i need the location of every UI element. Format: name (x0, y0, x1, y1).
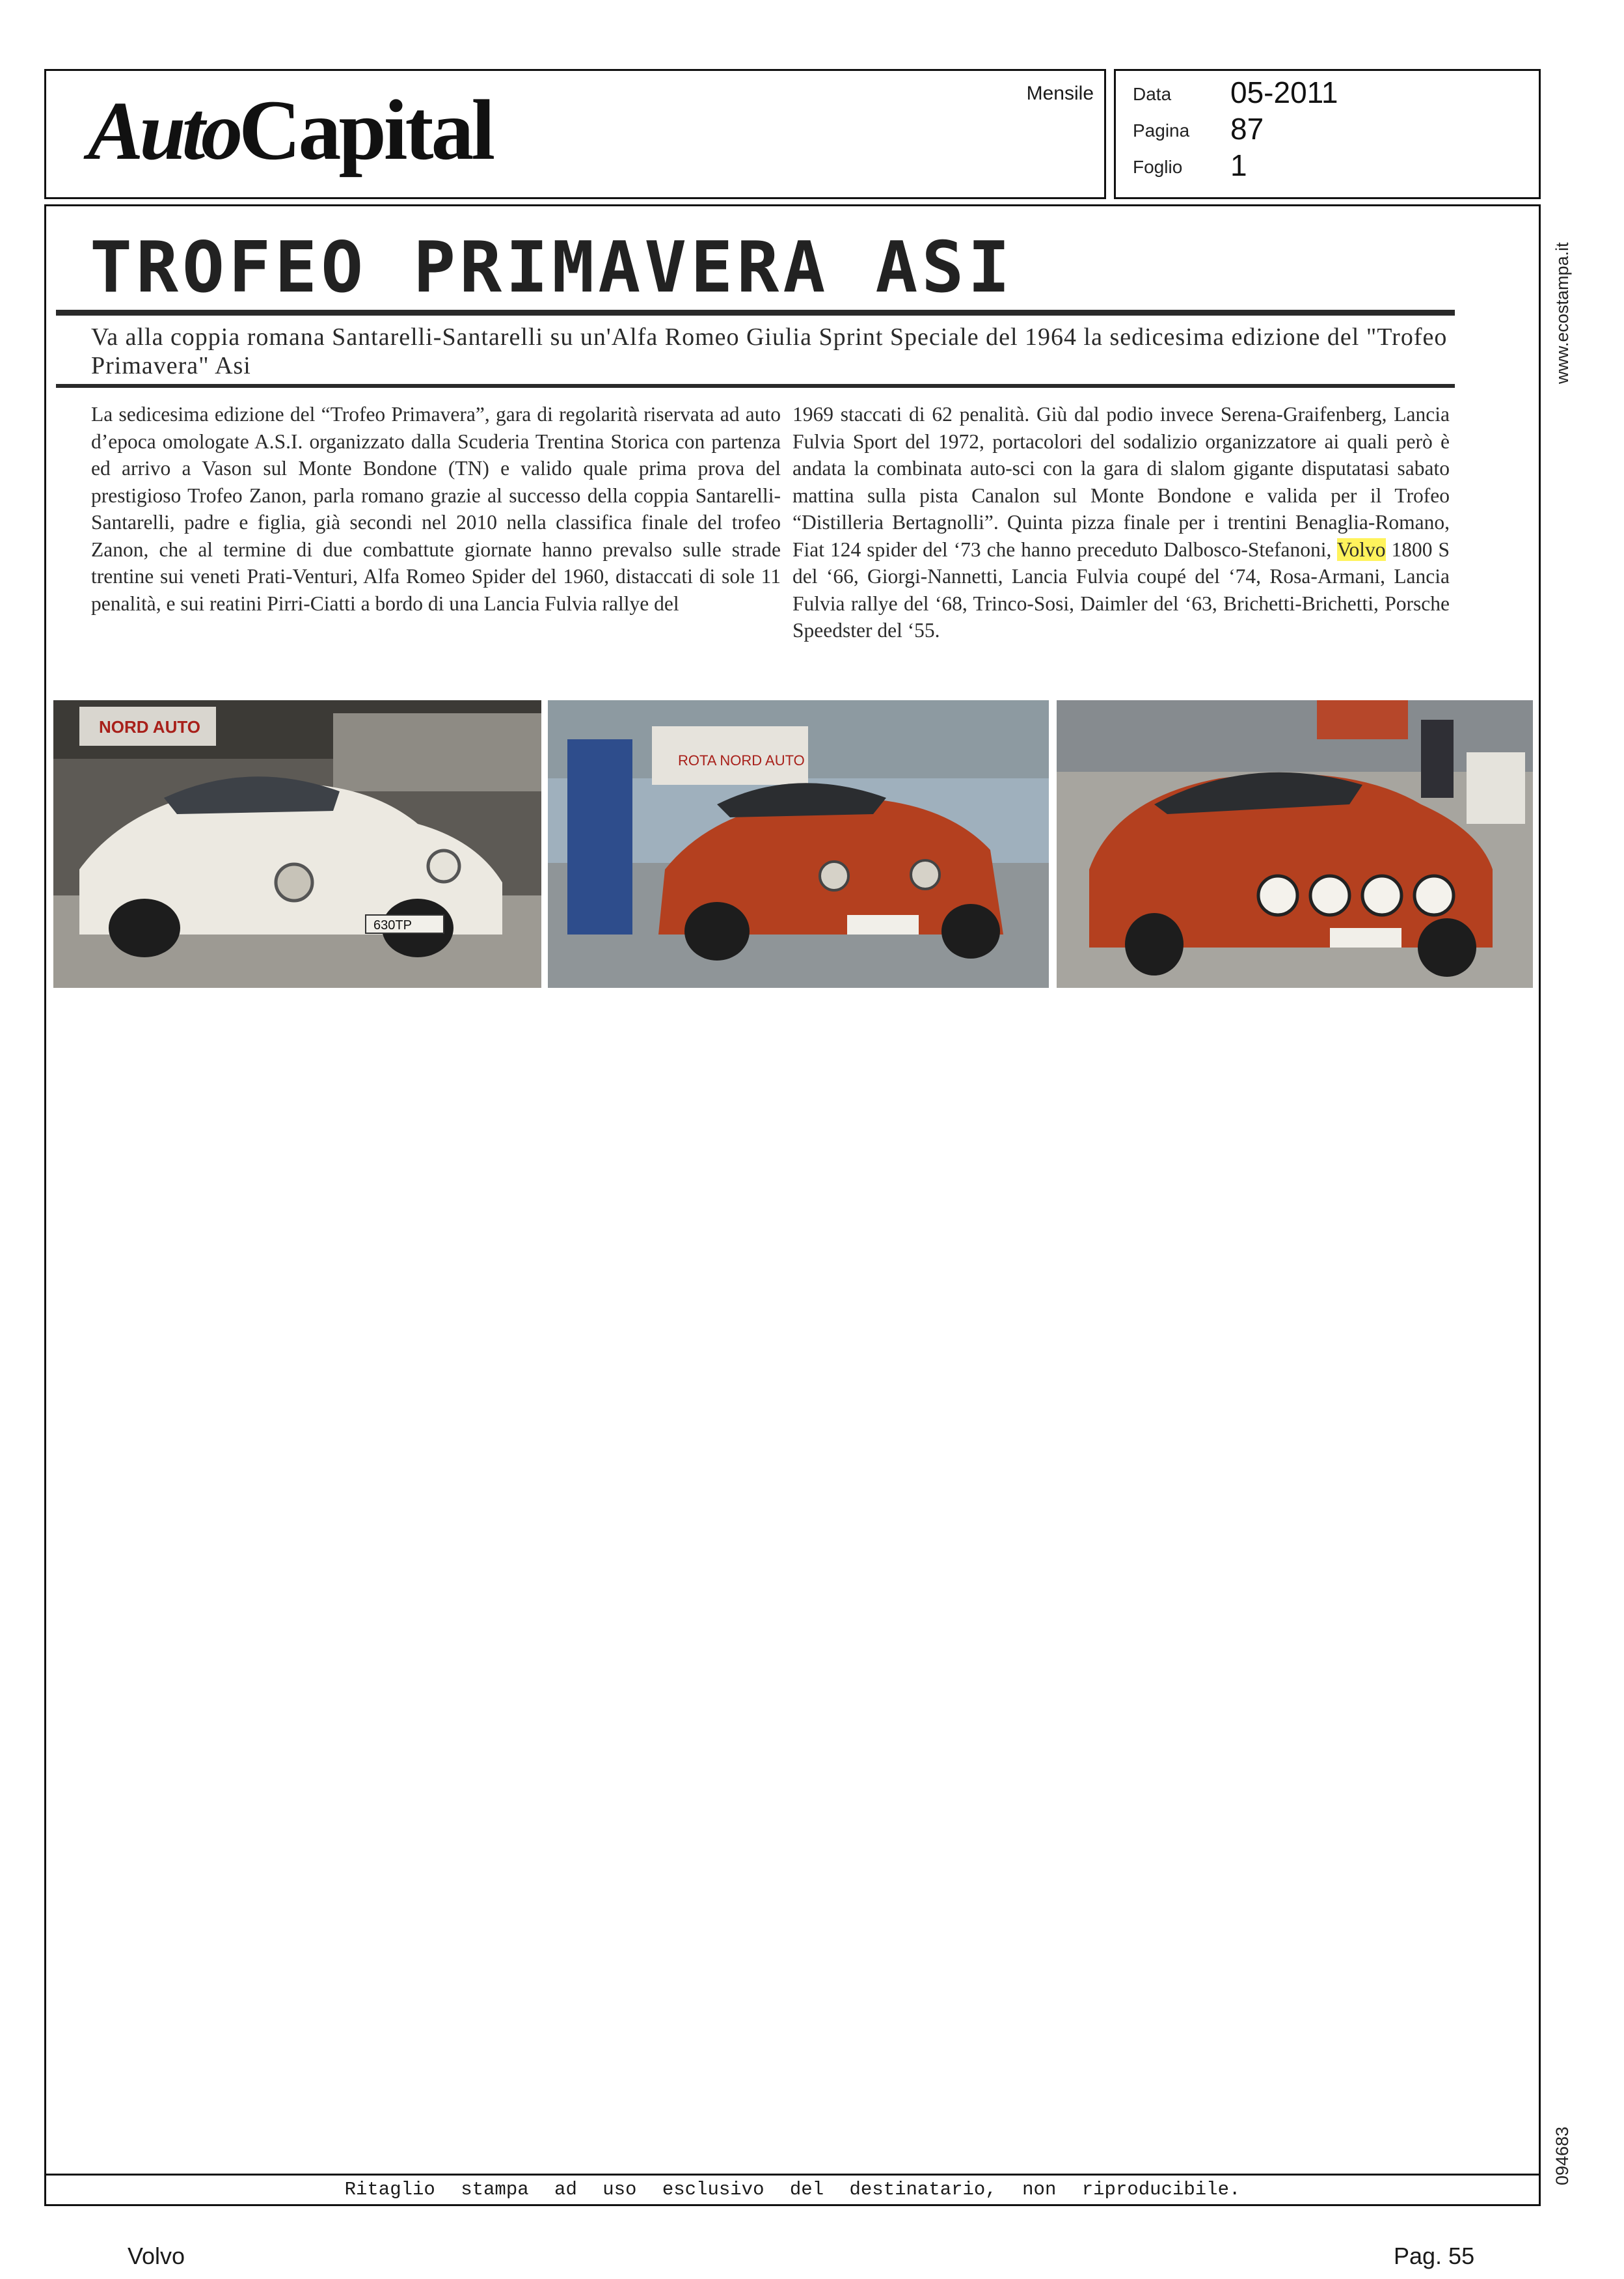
article-headline: TROFEO PRIMAVERA ASI (90, 227, 1014, 308)
column-2-text (792, 401, 1450, 644)
logo-auto: Auto (88, 85, 239, 177)
photo-1-sign-text: NORD AUTO (99, 717, 200, 737)
column-2-text-before: 1969 staccati di 62 penalità. Giù dal podio invece Serena-Graifenberg, Lancia Fulvia Sport del 1972, portacolori del sodalizio organizzatore ai quali però è andata la combinata auto-sci con la gara di slalom gigante disputatasi sabato mattina sulla pista Canalon sul Monte Bondone e valida per il Trofeo “Distilleria Bertagnolli”. Quinta pizza finale per i trentini Benaglia-Romano, Fiat 124 spider del ‘73 che hanno preceduto Dalbosco-Stefanoni, (792, 403, 1450, 561)
photo-alfa-romeo-spider (548, 700, 1049, 988)
publication-logo (88, 80, 493, 180)
article-column-1 (91, 401, 781, 617)
highlighted-keyword: Volvo (1336, 538, 1386, 561)
footer-keyword: Volvo (128, 2243, 185, 2269)
photo-3-image (1057, 700, 1533, 988)
photo-1-plate-text: 630TP (373, 918, 412, 933)
sheet-value: 1 (1230, 148, 1247, 182)
publication-frequency: Mensile (1026, 83, 1094, 104)
issue-meta-box (1114, 69, 1541, 199)
subtitle-rule (56, 384, 1455, 388)
photo-2-sign-text: ROTA NORD AUTO (678, 752, 805, 769)
side-watermark-url: www.ecostampa.it (1552, 242, 1572, 384)
article-subtitle: Va alla coppia romana Santarelli-Santarelli su un'Alfa Romeo Giulia Sprint Speciale del 1964 la sedicesima edizione del "Trofeo Primavera" Asi (91, 323, 1448, 379)
photo-alfa-romeo-giulia-ss (53, 700, 541, 988)
headline-rule (56, 310, 1455, 316)
page-value: 87 (1230, 112, 1264, 146)
sheet-label: Foglio (1133, 157, 1183, 177)
photo-1-image (53, 700, 541, 988)
clipping-notice: Ritaglio stampa ad uso esclusivo del destinatario, non riproducibile. (344, 2179, 1241, 2200)
date-value: 05-2011 (1230, 75, 1338, 109)
masthead-box (44, 69, 1106, 199)
photo-2-image (548, 700, 1049, 988)
article-column-2 (792, 401, 1450, 644)
footer-page-number: Pag. 55 (1394, 2243, 1475, 2269)
logo-capital: Capital (239, 82, 493, 178)
page-label: Pagina (1133, 120, 1190, 141)
side-document-code: 094683 (1552, 2126, 1572, 2185)
column-1-text: La sedicesima edizione del “Trofeo Primavera”, gara di regolarità riservata ad auto d’epoca omologate A.S.I. organizzato dalla Scuderia Trentina Storica con partenza ed arrivo a Vason sul Monte Bondone (TN) e valido quale prima prova del prestigioso Trofeo Zanon, parla romano grazie al successo della coppia Santarelli-Santarelli, padre e figlia, già secondi nel 2010 nella classifica finale del trofeo Zanon, che al termine di due combattute giornate hanno prevalso sulle strade trentine sui veneti Prati-Venturi, Alfa Romeo Spider del 1960, distaccati di sole 11 penalità, e sui reatini Pirri-Ciatti a bordo di una Lancia Fulvia rallye del (91, 403, 781, 615)
column-2-text-after: 1800 S del ‘66, Giorgi-Nannetti, Lancia Fulvia coupé del ‘74, Rosa-Armani, Lancia Fulvia rallye del ‘68, Trinco-Sosi, Daimler del ‘63, Brichetti-Brichetti, Porsche Speedster del ‘55. (792, 538, 1450, 642)
photo-lancia-fulvia (1057, 700, 1533, 988)
date-label: Data (1133, 84, 1172, 104)
